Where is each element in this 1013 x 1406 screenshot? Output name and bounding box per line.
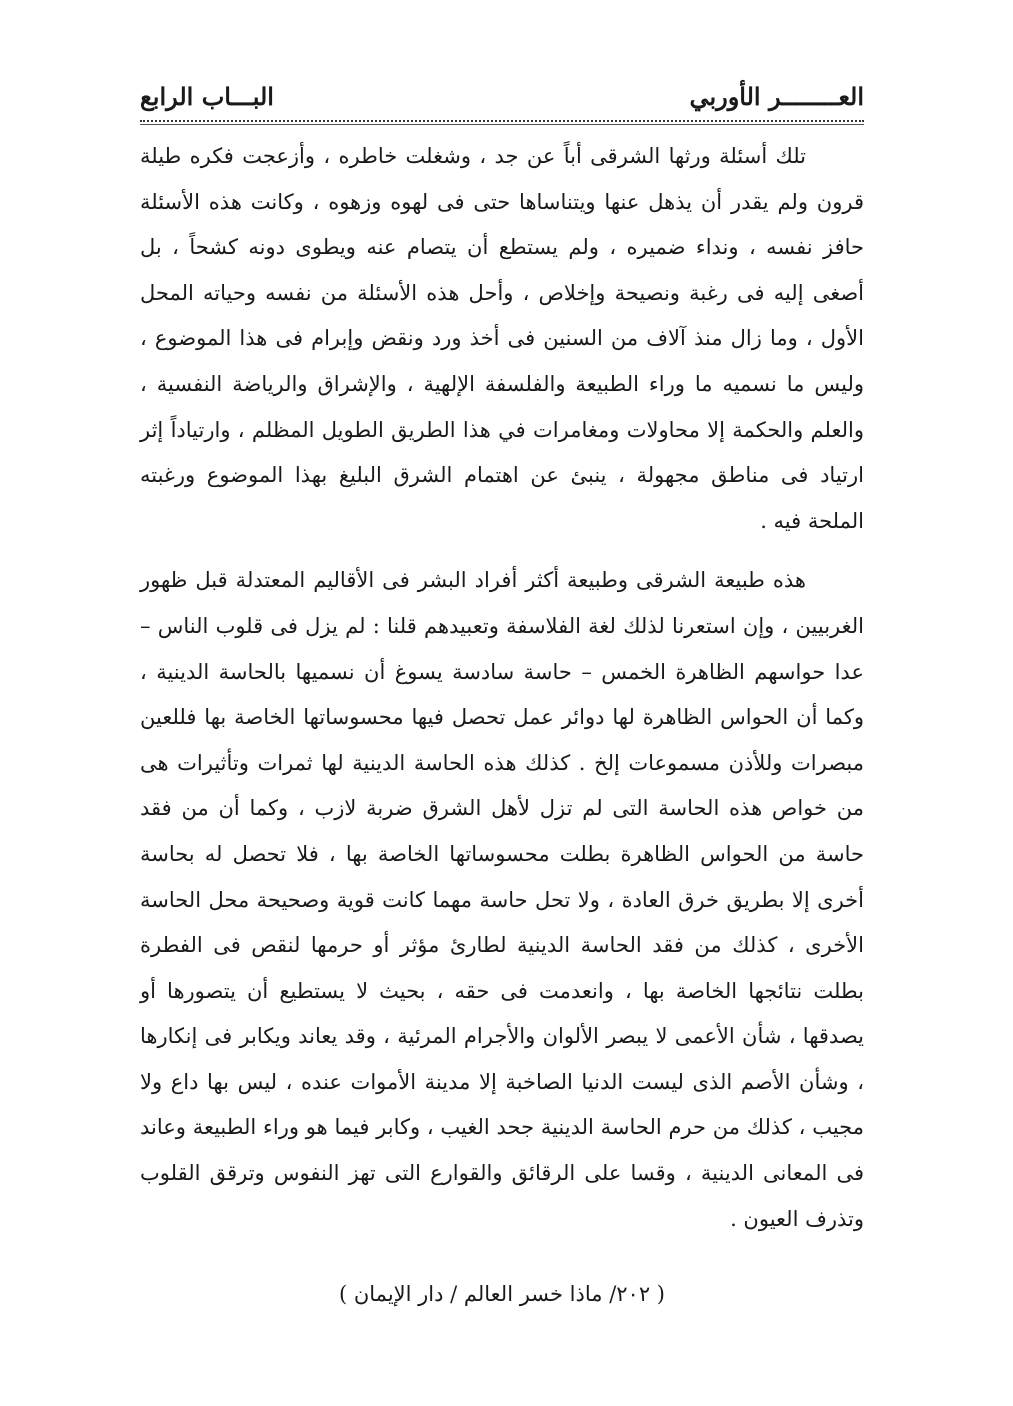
paragraph-2: هذه طبيعة الشرقى وطبيعة أكثر أفراد البشر فى الأقاليم المعتدلة قبل ظهور الغربيين ، وإن استعرنا لذلك لغة الفلاسفة وتعبيدهم قلنا : لم يزل فى قلوب الناس – عدا حواسهم الظاهرة الخمس – حاسة سادسة يسوغ أن نسميها بالحاسة الدينية ، وكما أن الحواس الظاهرة لها دوائر عمل تحصل فيها محسوساتها الخاصة بها فللعين مبصرات وللأذن مسموعات إلخ . كذلك هذه الحاسة الدينية لها ثمرات وتأثيرات هى من خواص هذه الحاسة التى لم تزل لأهل الشرق ضربة لازب ، وكما أن من فقد حاسة من الحواس الظاهرة بطلت محسوساتها الخاصة بها ، فلا تحصل له بحاسة أخرى إلا بطريق خرق العادة ، ولا تحل حاسة مهما كانت قوية وصحيحة محل الحاسة الأخرى ، كذلك من فقد الحاسة الدينية لطارئ مؤثر أو حرمها لنقص فى الفطرة بطلت نتائجها الخاصة بها ، وانعدمت فى حقه ، بحيث لا يستطيع أن يتصورها أو يصدقها ، شأن الأعمى لا يبصر الألوان والأجرام المرئية ، وقد يعاند ويكابر فى إنكارها ، وشأن الأصم الذى ليست الدنيا الصاخبة إلا مدينة الأموات عنده ، ليس بها داع ولا مجيب ، كذلك من حرم الحاسة الدينية جحد الغيب ، وكابر فيما هو وراء الطبيعة وعاند فى المعانى الدينية ، وقسا على الرقائق والقوارع التى تهز النفوس وترقق القلوب وتذرف العيون . (140, 568, 864, 1231)
header-section-title: العــــــــر الأوربي (689, 82, 864, 111)
page-footer: ( ٢٠٢/ ماذا خسر العالم / دار الإيمان ) (338, 1282, 665, 1306)
header-chapter-title: البـــاب الرابع (140, 82, 274, 111)
header-divider-line (140, 124, 864, 125)
paragraph-1: تلك أسئلة ورثها الشرقى أباً عن جد ، وشغلت خاطره ، وأزعجت فكره طيلة قرون ولم يقدر أن يذهل عنها ويتناساها حتى فى لهوه وزهوه ، وكانت هذه الأسئلة حافز نفسه ، ونداء ضميره ، ولم يستطع أن يتصام عنه ويطوى دونه كشحاً ، بل أصغى إليه فى رغبة ونصيحة وإخلاص ، وأحل هذه الأسئلة من نفسه وحياته المحل الأول ، وما زال منذ آلاف من السنين فى أخذ ورد ونقض وإبرام فى هذا الموضوع ، وليس ما نسميه ما وراء الطبيعة والفلسفة الإلهية ، والإشراق والرياضة النفسية ، والعلم والحكمة إلا محاولات ومغامرات في هذا الطريق الطويل المظلم ، وارتياداً إثر ارتياد فى مناطق مجهولة ، ينبئ عن اهتمام الشرق البليغ بهذا الموضوع ورغبته الملحة فيه . (140, 144, 864, 533)
running-header (140, 82, 864, 120)
body-text (140, 134, 864, 1242)
header-divider (140, 120, 864, 122)
